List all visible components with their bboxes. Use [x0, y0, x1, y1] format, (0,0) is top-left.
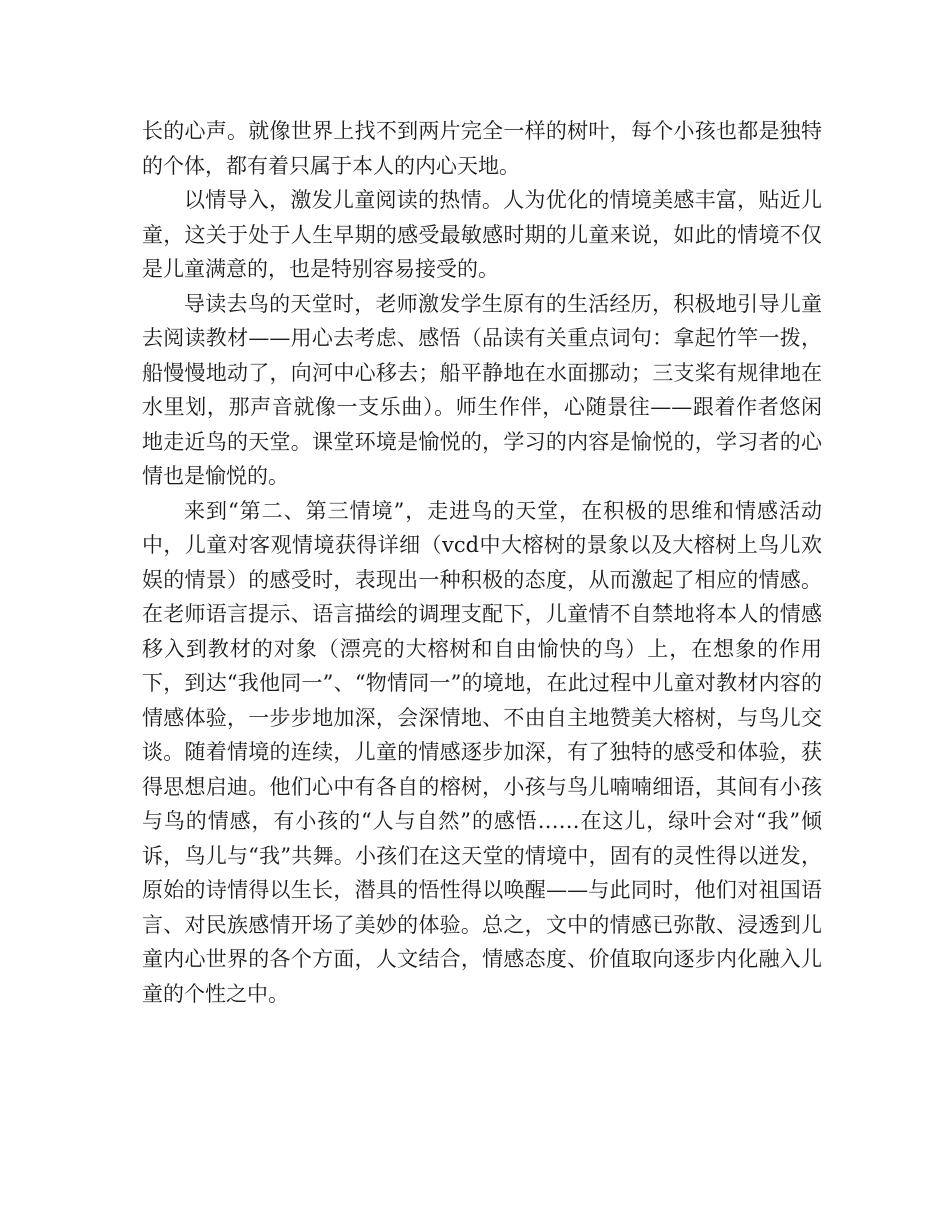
paragraph-intro-emotion: 以情导入，激发儿童阅读的热情。人为优化的情境美感丰富，贴近儿童，这关于处于人生早期的感受最敏感时期的儿童来说，如此的情境不仅是儿童满意的，也是特别容易接受的。	[142, 188, 822, 281]
paragraph-guided-reading: 导读去鸟的天堂时，老师激发学生原有的生活经历，积极地引导儿童去阅读教材——用心去考虑、感悟（品读有关重点词句：拿起竹竿一拨，船慢慢地动了，向河中心移去；船平静地在水面挪动；三支桨有规律地在水里划，那声音就像一支乐曲）。师生作伴，心随景往——跟着作者悠闲地走近鸟的天堂。课堂环境是愉悦的，学习的内容是愉悦的，学习者的心情也是愉悦的。	[142, 291, 822, 488]
paragraph-second-third-scene: 来到“第二、第三情境”，走进鸟的天堂，在积极的思维和情感活动中，儿童对客观情境获得详细（vcd中大榕树的景象以及大榕树上鸟儿欢娱的情景）的感受时，表现出一种积极的态度，从而激起了相应的情感。在老师语言提示、语言描绘的调理支配下，儿童情不自禁地将本人的情感移入到教材的对象（漂亮的大榕树和自由愉快的鸟）上，在想象的作用下，到达“我他同一”、“物情同一”的境地，在此过程中儿童对教材内容的情感体验，一步步地加深，会深情地、不由自主地赞美大榕树，与鸟儿交谈。随着情境的连续，儿童的情感逐步加深，有了独特的感受和体验，获得思想启迪。他们心中有各自的榕树，小孩与鸟儿喃喃细语，其间有小孩与鸟的情感，有小孩的“人与自然”的感悟……在这儿，绿叶会对“我”倾诉，鸟儿与“我”共舞。小孩们在这天堂的情境中，固有的灵性得以迸发，原始的诗情得以生长，潜具的悟性得以唤醒——与此同时，他们对祖国语言、对民族感情开场了美妙的体验。总之，文中的情感已弥散、浸透到儿童内心世界的各个方面，人文结合，情感态度、价值取向逐步内化融入儿童的个性之中。	[142, 498, 822, 1006]
document-page	[142, 114, 822, 1011]
paragraph-continuation: 长的心声。就像世界上找不到两片完全一样的树叶，每个小孩也都是独特的个体，都有着只属于本人的内心天地。	[142, 119, 822, 178]
